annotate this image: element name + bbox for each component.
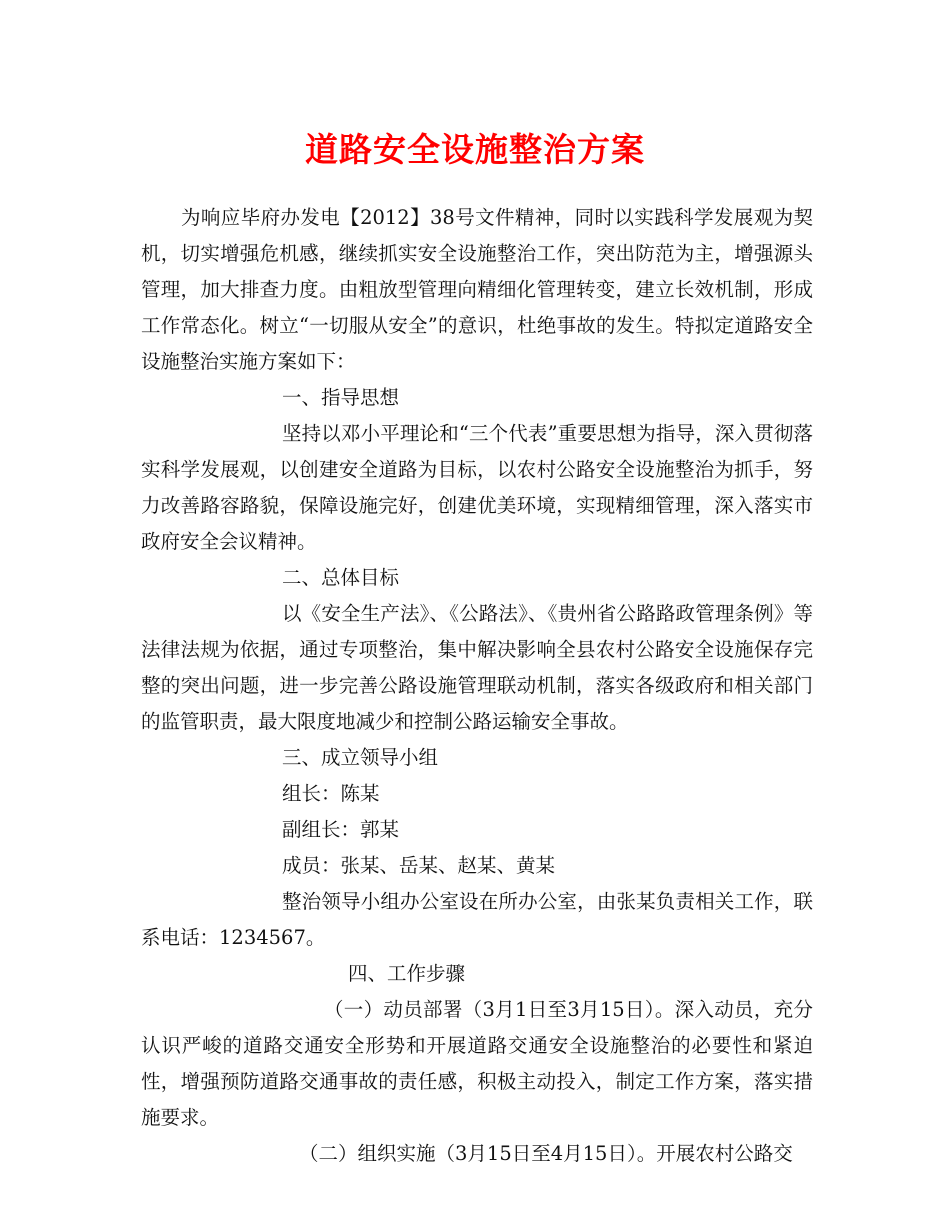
section-3-heading: 三、成立领导小组 <box>282 746 439 769</box>
section-1-paragraph: 坚持以邓小平理论和“三个代表”重要思想为指导，深入贯彻落实科学发展观，以创建安全道路为目标，以农村公路安全设施整治为抓手，努力改善路容路貌，保障设施完好，创建优美环境，实现精细管理，深入落实市政府安全会议精神。 <box>141 422 813 553</box>
deputy-leader-line: 副组长：郭某 <box>282 818 400 841</box>
step-2-paragraph: （二）组织实施（3月15日至4月15日）。开展农村公路交 <box>299 1142 793 1165</box>
step-1-paragraph: （一）动员部署（3月1日至3月15日）。深入动员，充分认识严峻的道路交通安全形势和开展道路交通安全设施整治的必要性和紧迫性，增强预防道路交通事故的责任感，积极主动投入，制定工作方案，落实措施要求。 <box>141 998 813 1129</box>
leader-line: 组长：陈某 <box>282 782 380 805</box>
section-1-heading: 一、指导思想 <box>282 386 400 409</box>
document-title: 道路安全设施整治方案 <box>305 130 645 169</box>
section-2-paragraph: 以《安全生产法》、《公路法》、《贵州省公路路政管理条例》等法律法规为依据，通过专项整治，集中解决影响全县农村公路安全设施保存完整的突出问题，进一步完善公路设施管理联动机制，落实各级政府和相关部门的监管职责，最大限度地减少和控制公路运输安全事故。 <box>141 602 813 733</box>
office-paragraph: 整治领导小组办公室设在所办公室，由张某负责相关工作，联系电话：1234567。 <box>141 890 813 949</box>
document-body <box>141 200 813 1172</box>
members-line: 成员：张某、岳某、赵某、黄某 <box>282 854 556 877</box>
intro-paragraph: 为响应毕府办发电【2012】38号文件精神，同时以实践科学发展观为契机，切实增强危机感，继续抓实安全设施整治工作，突出防范为主，增强源头管理，加大排查力度。由粗放型管理向精细化管理转变，建立长效机制，形成工作常态化。树立“一切服从安全”的意识，杜绝事故的发生。特拟定道路安全设施整治实施方案如下： <box>141 206 813 373</box>
section-2-heading: 二、总体目标 <box>282 566 400 589</box>
section-4-heading: 四、工作步骤 <box>348 962 466 985</box>
